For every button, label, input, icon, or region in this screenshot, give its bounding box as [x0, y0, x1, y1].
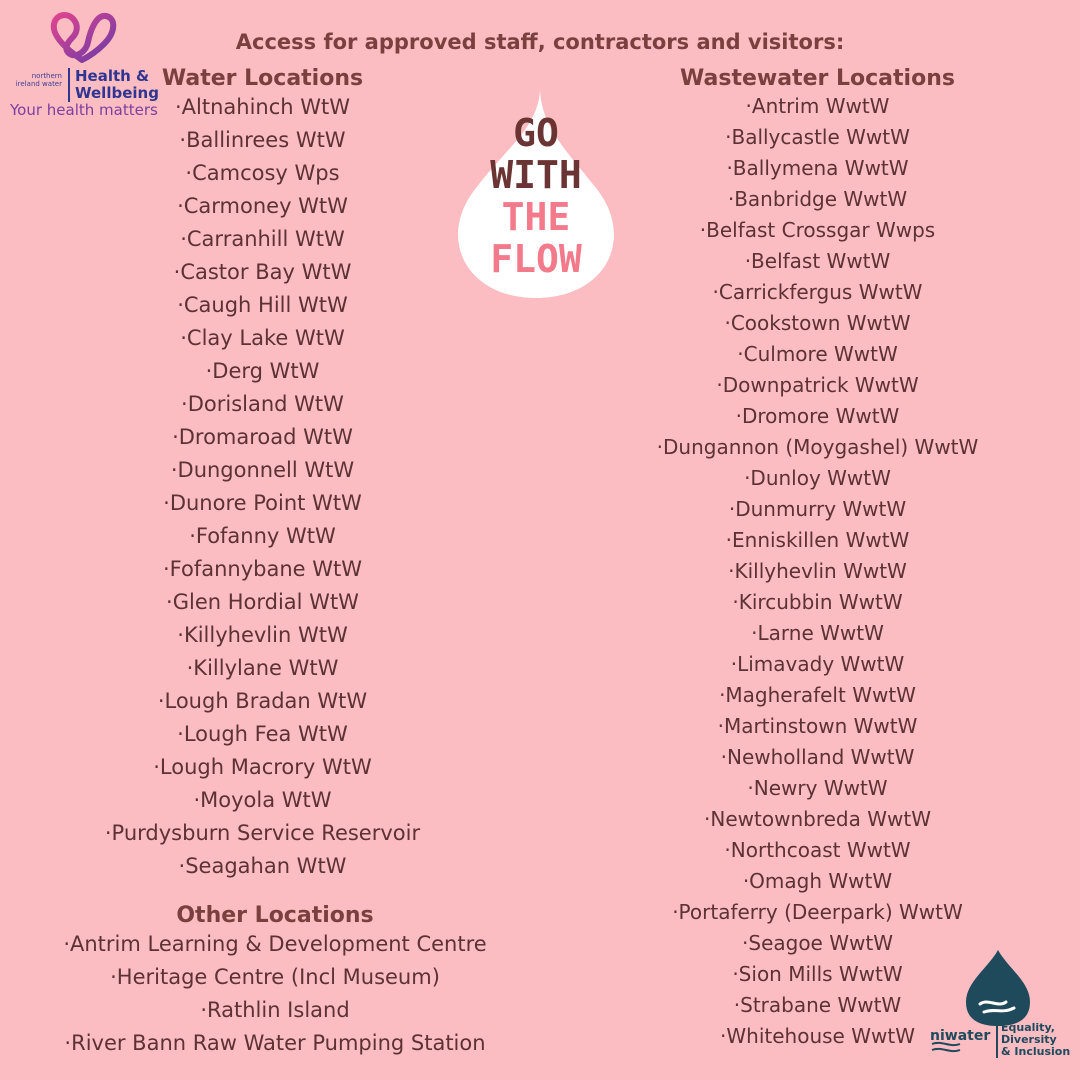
water-location-item: ·Clay Lake WtW	[180, 326, 345, 350]
wastewater-location-item: ·Northcoast WwtW	[724, 838, 911, 862]
wastewater-location-item: ·Strabane WwtW	[733, 993, 902, 1017]
wastewater-location-item: ·Belfast WwtW	[744, 249, 891, 273]
water-location-item: ·Castor Bay WtW	[173, 260, 352, 284]
wastewater-locations-column	[640, 66, 995, 1052]
water-locations-list	[95, 91, 430, 883]
wastewater-location-item: ·Downpatrick WwtW	[716, 373, 919, 397]
badge-line-go: GO	[513, 111, 559, 155]
water-location-item: ·Carmoney WtW	[177, 194, 348, 218]
badge-line-with: WITH	[490, 153, 582, 197]
water-location-item: ·Lough Macrory WtW	[153, 755, 372, 779]
niwater-brand: niwater	[930, 1028, 991, 1044]
water-location-item: ·Purdysburn Service Reservoir	[104, 821, 421, 845]
wastewater-location-item: ·Ballymena WwtW	[726, 156, 909, 180]
wastewater-location-item: ·Portaferry (Deerpark) WwtW	[672, 900, 963, 924]
water-location-item: ·Fofannybane WtW	[162, 557, 363, 581]
wastewater-location-item: ·Culmore WwtW	[737, 342, 898, 366]
water-location-item: ·Dungonnell WtW	[170, 458, 355, 482]
wastewater-location-item: ·Limavady WwtW	[730, 652, 905, 676]
wastewater-location-item: ·Kircubbin WwtW	[732, 590, 903, 614]
badge-line-flow: FLOW	[490, 237, 582, 281]
water-locations-title: Water Locations	[161, 66, 364, 91]
wastewater-location-item: ·Omagh WwtW	[742, 869, 893, 893]
water-location-item: ·Ballinrees WtW	[179, 128, 346, 152]
wastewater-location-item: ·Larne WwtW	[751, 621, 884, 645]
wastewater-location-item: ·Cookstown WwtW	[724, 311, 911, 335]
wastewater-location-item: ·Newry WwtW	[747, 776, 888, 800]
water-location-item: ·Altnahinch WtW	[174, 95, 351, 119]
wastewater-location-item: ·Dromore WwtW	[735, 404, 900, 428]
wastewater-location-item: ·Banbridge WwtW	[727, 187, 908, 211]
wastewater-location-item: ·Magherafelt WwtW	[719, 683, 916, 707]
wastewater-locations-title: Wastewater Locations	[680, 66, 955, 91]
water-location-item: ·Moyola WtW	[193, 788, 332, 812]
water-location-item: ·Dromaroad WtW	[172, 425, 353, 449]
edi-text	[996, 1022, 1070, 1058]
wastewater-location-item: ·Dunmurry WwtW	[728, 497, 907, 521]
wastewater-location-item: ·Sion Mills WwtW	[732, 962, 903, 986]
wastewater-location-item: ·Dungannon (Moygashel) WwtW	[656, 435, 979, 459]
wastewater-locations-list	[640, 91, 995, 1052]
water-location-item: ·Killyhevlin WtW	[177, 623, 348, 647]
edi-line2: Diversity	[1001, 1033, 1057, 1046]
other-location-item: ·Heritage Centre (Incl Museum)	[110, 965, 440, 989]
health-tagline: Your health matters	[10, 101, 158, 119]
edi-line1: Equality,	[1001, 1021, 1055, 1034]
water-location-item: ·Lough Bradan WtW	[157, 689, 368, 713]
health-wellbeing-line2: Wellbeing	[75, 84, 159, 102]
water-location-item: ·Killylane WtW	[186, 656, 339, 680]
page-heading: Access for approved staff, contractors and visitors:	[235, 30, 845, 54]
water-location-item: ·Dorisland WtW	[181, 392, 344, 416]
wastewater-location-item: ·Enniskillen WwtW	[725, 528, 910, 552]
water-location-item: ·Glen Hordial WtW	[166, 590, 359, 614]
water-location-item: ·Seagahan WtW	[178, 854, 347, 878]
water-location-item: ·Carranhill WtW	[180, 227, 345, 251]
wastewater-location-item: ·Whitehouse WwtW	[720, 1024, 915, 1048]
water-location-item: ·Caugh Hill WtW	[177, 293, 348, 317]
water-location-item: ·Derg WtW	[205, 359, 320, 383]
water-location-item: ·Camcosy Wps	[185, 161, 340, 185]
health-wellbeing-line1: Health &	[75, 67, 150, 85]
wastewater-location-item: ·Belfast Crossgar Wwps	[699, 218, 936, 242]
edi-line3: & Inclusion	[1001, 1045, 1071, 1058]
water-locations-column	[95, 66, 430, 883]
water-location-item: ·Dunore Point WtW	[163, 491, 362, 515]
other-location-item: ·Antrim Learning & Development Centre	[63, 932, 487, 956]
water-location-item: ·Lough Fea WtW	[177, 722, 348, 746]
water-location-item: ·Fofanny WtW	[189, 524, 336, 548]
badge-line-the: THE	[501, 195, 571, 239]
other-locations-list	[30, 928, 520, 1060]
niwater-brand-text: northern ireland water	[15, 72, 62, 88]
other-locations-title: Other Locations	[176, 903, 374, 928]
wastewater-location-item: ·Dunloy WwtW	[744, 466, 891, 490]
other-location-item: ·River Bann Raw Water Pumping Station	[64, 1031, 486, 1055]
wastewater-location-item: ·Carrickfergus WwtW	[712, 280, 923, 304]
wastewater-location-item: ·Martinstown WwtW	[717, 714, 918, 738]
wastewater-location-item: ·Newholland WwtW	[720, 745, 915, 769]
go-with-the-flow-text	[446, 112, 626, 280]
wastewater-location-item: ·Killyhevlin WwtW	[728, 559, 907, 583]
wastewater-location-item: ·Antrim WwtW	[745, 94, 890, 118]
other-location-item: ·Rathlin Island	[200, 998, 350, 1022]
wastewater-location-item: ·Newtownbreda WwtW	[704, 807, 931, 831]
wastewater-location-item: ·Seagoe WwtW	[742, 931, 893, 955]
wastewater-location-item: ·Ballycastle WwtW	[725, 125, 910, 149]
other-locations-column	[30, 903, 520, 1060]
